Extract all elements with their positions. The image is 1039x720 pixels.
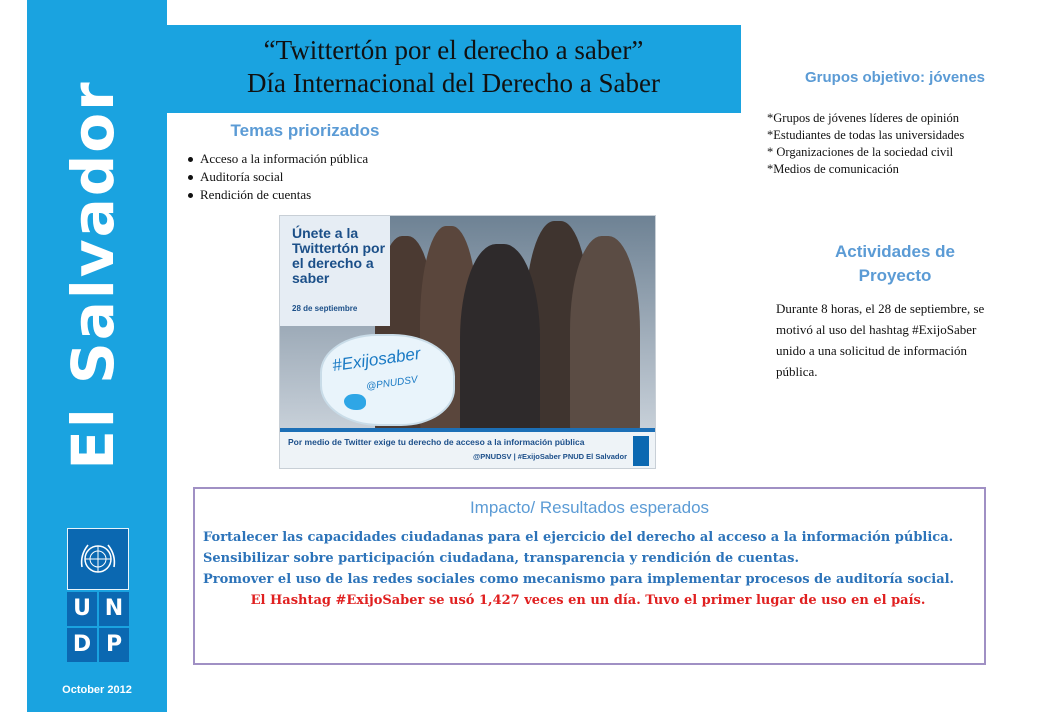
grupos-heading: Grupos objetivo: jóvenes [804, 69, 986, 86]
impact-heading: Impacto/ Resultados esperados [469, 498, 710, 517]
poster-caption: Por medio de Twitter exige tu derecho de acceso a la información pública [288, 437, 585, 447]
poster-bottom-bar [280, 428, 655, 468]
sidebar [27, 0, 167, 712]
impact-line: Sensibilizar sobre participación ciudadana, transparencia y rendición de cuentas. [203, 551, 799, 566]
title-banner [166, 25, 741, 113]
temas-list [188, 150, 368, 204]
impact-highlight: El Hashtag #ExijoSaber se usó 1,427 veces en un día. Tuvo el primer lugar de uso en el país. [250, 593, 926, 608]
title-line-2: Día Internacional del Derecho a Saber [246, 68, 661, 98]
un-emblem-icon [67, 528, 129, 590]
campaign-poster [279, 215, 656, 469]
date-label: October 2012 [62, 684, 132, 696]
logo-letter: U [67, 592, 97, 626]
person-figure [570, 236, 640, 446]
poster-date: 28 de septiembre [292, 304, 358, 313]
country-banner [27, 0, 167, 500]
impact-box [193, 487, 986, 665]
title-line-1: “Twittertón por el derecho a saber” [263, 35, 644, 65]
list-item: *Estudiantes de todas las universidades [767, 128, 965, 142]
impact-line: Promover el uso de las redes sociales como mecanismo para implementar procesos de auditoría social. [203, 572, 955, 587]
list-item: *Grupos de jóvenes líderes de opinión [767, 111, 959, 125]
list-item-text: Acceso a la información pública [200, 151, 369, 166]
temas-heading: Temas priorizados [230, 121, 380, 140]
twitter-bird-icon [344, 394, 366, 410]
sign-handle: @PNUDSV [365, 374, 419, 393]
logo-letter: P [99, 628, 129, 662]
undp-logo [67, 528, 129, 662]
bullet-icon [188, 193, 193, 198]
logo-letter: N [99, 592, 129, 626]
actividades-text: Durante 8 horas, el 28 de septiembre, se motivó al uso del hashtag #ExijoSaber unido a una solicitud de información pública. [776, 301, 985, 379]
person-figure [460, 244, 540, 454]
undp-small-logo-icon [633, 436, 649, 466]
bullet-icon [188, 175, 193, 180]
list-item [188, 168, 368, 186]
logo-letter: D [67, 628, 97, 662]
impact-line: Fortalecer las capacidades ciudadanas para el ejercicio del derecho al acceso a la información pública. [203, 530, 954, 545]
speech-bubble-sign [320, 334, 455, 426]
list-item-text: Rendición de cuentas [200, 187, 312, 202]
bullet-icon [188, 157, 193, 162]
list-item: *Medios de comunicación [767, 162, 899, 176]
grupos-list [767, 110, 964, 178]
list-item-text: Auditoría social [200, 169, 284, 184]
country-name: El Salvador [59, 80, 127, 470]
list-item [188, 186, 368, 204]
sign-hashtag: #Exijosaber [331, 343, 422, 376]
list-item: * Organizaciones de la sociedad civil [767, 145, 954, 159]
actividades-heading: Actividades de Proyecto [835, 242, 955, 285]
impact-body [203, 527, 973, 611]
list-item [188, 150, 368, 168]
poster-footer: @PNUDSV | #ExijoSaber PNUD El Salvador [472, 452, 627, 461]
poster-headline: Únete a la Twittertón por el derecho a saber [292, 225, 386, 286]
poster-headline-panel [280, 216, 390, 326]
